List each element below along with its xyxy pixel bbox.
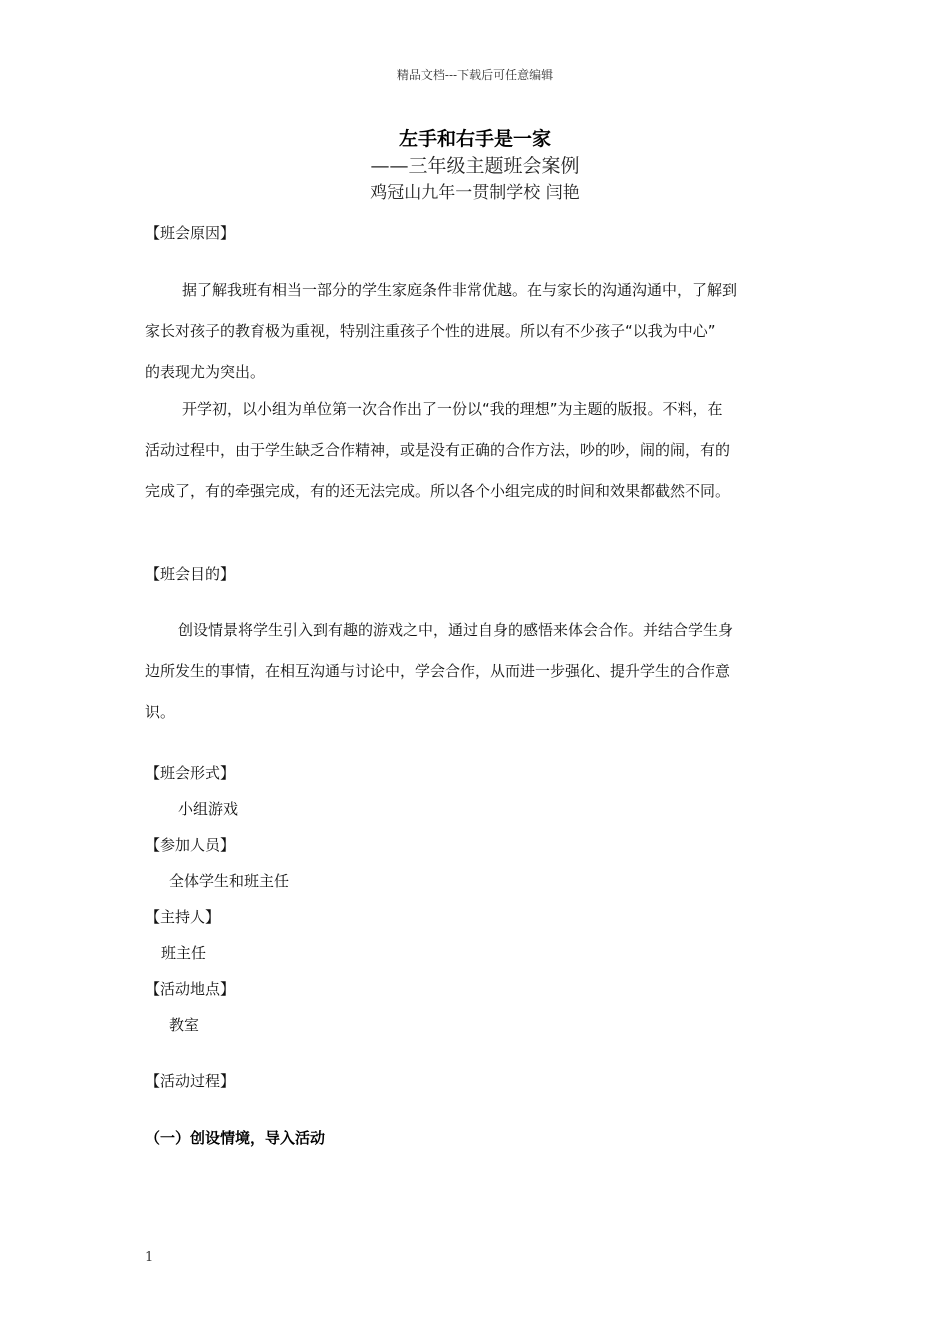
page-header-note: 精品文档---下载后可任意编辑 (396, 68, 554, 82)
form-value: 小组游戏 (178, 800, 239, 818)
location-value: 教室 (169, 1016, 200, 1034)
paragraph-line: 的表现尤为突出。 (145, 363, 266, 381)
section-heading-process: 【活动过程】 (145, 1072, 236, 1090)
section-heading-reason: 【班会原因】 (145, 224, 236, 242)
section-heading-location: 【活动地点】 (145, 980, 236, 998)
section-heading-participants: 【参加人员】 (145, 836, 236, 854)
document-title: 左手和右手是一家 (398, 128, 551, 150)
section-heading-purpose: 【班会目的】 (145, 565, 236, 583)
paragraph-line: 完成了，有的牵强完成，有的还无法完成。所以各个小组完成的时间和效果都截然不同。 (145, 482, 731, 500)
paragraph-line: 边所发生的事情，在相互沟通与讨论中，学会合作，从而进一步强化、提升学生的合作意 (145, 662, 731, 680)
document-subtitle: ——三年级主题班会案例 (370, 155, 580, 177)
paragraph-line: 识。 (145, 703, 176, 721)
paragraph-line: 活动过程中，由于学生缺乏合作精神，或是没有正确的合作方法，吵的吵，闹的闹，有的 (145, 441, 731, 459)
host-value: 班主任 (161, 944, 207, 962)
participants-value: 全体学生和班主任 (169, 872, 290, 890)
paragraph-line: 家长对孩子的教育极为重视，特别注重孩子个性的进展。所以有不少孩子“以我为中心” (145, 322, 716, 340)
section-heading-host: 【主持人】 (145, 908, 221, 926)
paragraph-line: 据了解我班有相当一部分的学生家庭条件非常优越。在与家长的沟通沟通中，了解到 (182, 281, 738, 299)
section-heading-form: 【班会形式】 (145, 764, 236, 782)
page-number: 1 (145, 1250, 154, 1265)
process-step-1-heading: （一）创设情境，导入活动 (145, 1129, 326, 1147)
paragraph-line: 创设情景将学生引入到有趣的游戏之中，通过自身的感悟来体会合作。并结合学生身 (178, 621, 734, 639)
document-author: 鸡冠山九年一贯制学校 闫艳 (370, 183, 580, 203)
paragraph-line: 开学初，以小组为单位第一次合作出了一份以“我的理想”为主题的版报。不料，在 (182, 400, 723, 418)
